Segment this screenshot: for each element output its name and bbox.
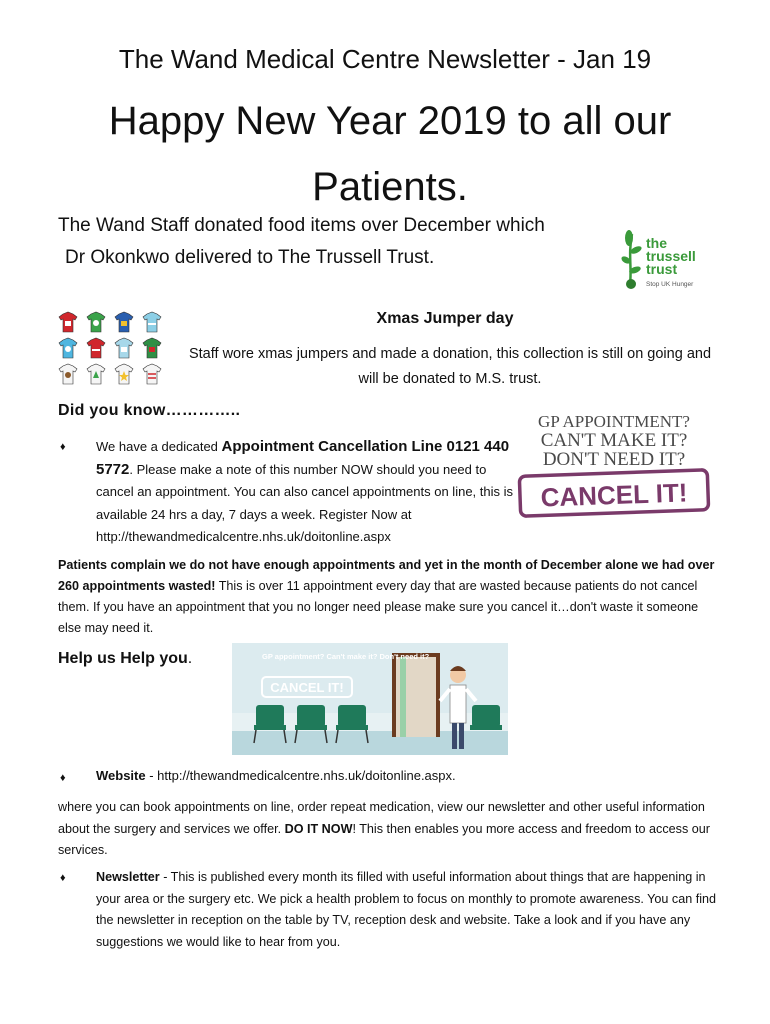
- wasted-appointments-bold: Patients complain we do not have enough appointments and yet in the month of December alone we had over 260 appointments wasted!: [58, 558, 715, 593]
- cancellation-details: . Please make a note of this number NOW should you need to cancel an appointment. You can also cancel appointments on line, this is available 24 hrs a day, 7 days a week. Register Now at http://thewandmedicalcentre.nhs.uk/doitonline.aspx: [96, 461, 513, 544]
- website-label: Website: [96, 768, 146, 783]
- trussell-logo-word-3: trust: [646, 261, 678, 277]
- bullet-icon: ♦: [60, 872, 66, 884]
- newsletter-label: Newsletter: [96, 870, 160, 884]
- trussell-plant-icon: [620, 224, 710, 294]
- xmas-jumper-text: Staff wore xmas jumpers and made a donation, this collection is still on going and will be donated to M.S. trust.: [188, 346, 712, 387]
- bullet-icon: ♦: [60, 441, 66, 453]
- did-you-know-heading: Did you know…………..: [58, 402, 241, 419]
- jumper-icon: [59, 312, 161, 384]
- website-line: [96, 768, 716, 783]
- trussell-trust-logo: [620, 224, 710, 294]
- banner-line-2: CAN'T MAKE IT?: [540, 430, 688, 451]
- do-it-now-text: DO IT NOW: [284, 821, 353, 836]
- help-us-heading: Help us Help you.: [58, 650, 193, 667]
- cancellation-line-paragraph: [96, 436, 516, 549]
- newsletter-text: - This is published every month its filled with useful information about things that are happening in your area or the surgery etc. We pick a health problem to focus on monthly to promote awareness. You can find the newsletter in reception on the table by TV, reception desk and website. Take a look and if you have any suggestions we would like to hear from you.: [96, 870, 717, 949]
- intro-line-2: Dr Okonkwo delivered to The Trussell Trust.: [65, 247, 435, 268]
- cancellation-lead: We have a dedicated: [96, 439, 222, 454]
- gp-cancel-banner: [512, 408, 717, 518]
- page-headline: Happy New Year 2019 to all our Patients.: [108, 99, 672, 209]
- website-paragraph: where you can book appointments on line, order repeat medication, view our newsletter and other useful information about the surgery and services we offer. DO IT NOW! This then enables you more access and freedom to access our services.: [58, 800, 710, 857]
- illustration-stamp: CANCEL IT!: [270, 680, 344, 695]
- banner-line-3: DON'T NEED IT?: [542, 449, 686, 470]
- wasted-appointments-text: This is over 11 appointment every day that are wasted because patients do not cancel them. If you have an appointment that you no longer need please make sure you cancel it…don't waste it someone else may need it.: [58, 579, 699, 635]
- illustration-caption: GP appointment? Can't make it? Don't need it?: [262, 652, 430, 661]
- cancellation-line-number: Appointment Cancellation Line 0121 440 5772: [96, 438, 510, 478]
- wasted-appointments-paragraph: [58, 555, 718, 639]
- website-url: - http://thewandmedicalcentre.nhs.uk/doitonline.aspx.: [145, 768, 456, 783]
- trussell-logo-word-1: the: [646, 235, 667, 251]
- xmas-jumper-heading: Xmas Jumper day: [376, 310, 514, 327]
- waiting-room-illustration: [232, 643, 508, 755]
- newsletter-title: The Wand Medical Centre Newsletter - Jan 19: [118, 44, 652, 74]
- trussell-logo-word-2: trussell: [646, 248, 696, 264]
- cancel-it-stamp: CANCEL IT!: [540, 477, 688, 513]
- christmas-jumpers-illustration: [57, 310, 169, 388]
- trussell-logo-tagline: Stop UK Hunger: [646, 281, 694, 288]
- newsletter-paragraph: [96, 867, 716, 953]
- bullet-icon: ♦: [60, 772, 66, 784]
- intro-paragraph: [58, 210, 618, 274]
- intro-line-1: The Wand Staff donated food items over December which: [58, 215, 545, 236]
- banner-line-1: GP APPOINTMENT?: [538, 412, 690, 431]
